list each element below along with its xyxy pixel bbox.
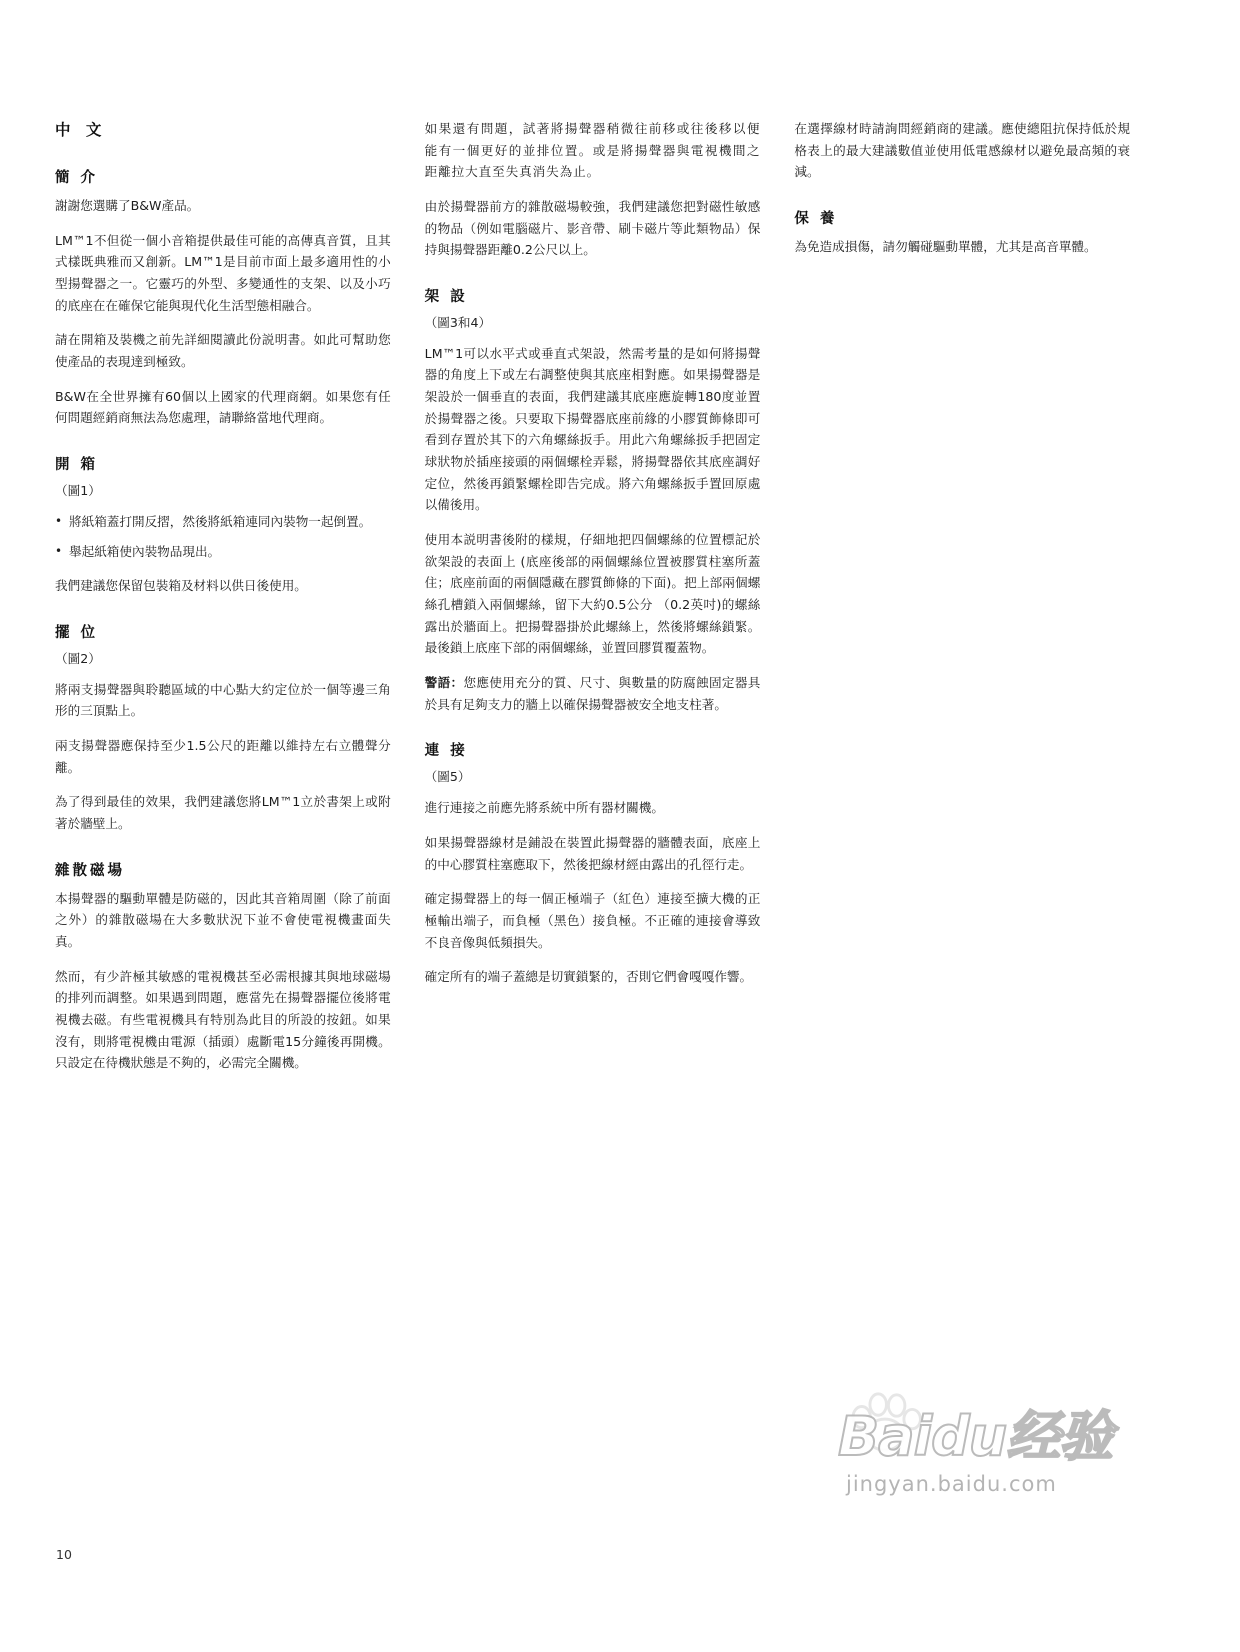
section-heading-unpacking: 開 箱 [55,456,99,473]
warning-text: 您應使用充分的質、尺寸、與數量的防腐蝕固定器具於具有足夠支力的牆上以確保揚聲器被安全地支柱著。 [424,675,761,712]
paragraph: 然而，有少許極其敏感的電視機甚至必需根據其與地球磁場的排列而調整。如果遇到問題，應當先在揚聲器擺位後將電視機去磁。有些電視機具有特別為此目的所設的按鈕。如果沒有，則將電視機由電源（插頭）處斷電15分鐘後再開機。只設定在待機狀態是不夠的，必需完全關機。 [55,968,391,1071]
paragraph: 由於揚聲器前方的雜散磁場較強，我們建議您把對磁性敏感的物品（例如電腦磁片、影音帶、刷卡磁片等此類物品）保持與揚聲器距離0.2公尺以上。 [424,198,761,258]
paragraph: 進行連接之前應先將系統中所有器材關機。 [424,800,664,816]
paragraph: 將兩支揚聲器與聆聽區域的中心點大約定位於一個等邊三角形的三頂點上。 [55,681,391,719]
paragraph: 謝謝您選購了B&W產品。 [55,198,200,213]
column-3 [794,118,1130,1087]
watermark-brand: Baidu经验 [838,1405,1113,1468]
paragraph: 我們建議您保留包裝箱及材料以供日後使用。 [55,578,307,594]
watermark [838,1380,1178,1520]
section-heading-stray-magnetic-field: 雜散磁場 [55,862,125,879]
section-heading-introduction: 簡 介 [55,170,99,186]
paragraph: LM™1不但從一個小音箱提供最佳可能的高傳真音質，且其式樣既典雅而又創新。LM™1是目前市面上最多適用性的小型揚聲器之一。它靈巧的外型、多變通性的支架、以及小巧的底座在在確保它能與現代化生活型態相融合。 [55,232,391,313]
language-heading: 中 文 [55,121,107,139]
section-heading-connections: 連 接 [424,743,468,760]
paragraph: 在選擇線材時請詢問經銷商的建議。應使總阻抗保持低於規格表上的最大建議數值並使用低電感線材以避免最高頻的衰減。 [794,121,1131,180]
section-heading-positioning: 擺 位 [55,624,99,641]
paragraph: 為了得到最佳的效果，我們建議您將LM™1立於書架上或附著於牆壁上。 [55,794,391,831]
paragraph: B&W在全世界擁有60個以上國家的代理商網。如果您有任何問題經銷商無法為您處理，請聯絡當地代理商。 [55,388,391,426]
figure-reference: （圖5） [424,769,471,785]
warning-label: 警語： [424,675,464,691]
paragraph: 確定揚聲器上的每一個正極端子（紅色）連接至擴大機的正極輸出端子，而負極（黑色）接負極。不正確的連接會導致不良音像與低頻損失。 [424,891,761,950]
column-1 [55,118,391,1087]
paragraph: 使用本説明書後附的樣規，仔細地把四個螺絲的位置標記於欲架設的表面上 (底座後部的兩個螺絲位置被膠質柱塞所蓋住；底座前面的兩個隱藏在膠質飾條的下面)。把上部兩個螺絲孔槽鎖入兩個螺絲，留下大約0.5公分 （0.2英吋)的螺絲露出於牆面上。把揚聲器掛於此螺絲上，然後將螺絲鎖緊。最後鎖上底座下部的兩個螺絲，並置回膠質覆蓋物。 [424,532,761,656]
paragraph: 兩支揚聲器應保持至少1.5公尺的距離以維持左右立體聲分離。 [55,737,391,775]
paragraph: 請在開箱及裝機之前先詳細閱讀此份説明書。如此可幫助您使產品的表現達到極致。 [55,332,391,369]
bullet-list [55,511,391,563]
section-heading-aftercare: 保 養 [794,210,838,227]
paragraph: 為免造成損傷，請勿觸碰驅動單體，尤其是高音單體。 [794,238,1097,254]
paragraph: 本揚聲器的驅動單體是防磁的，因此其音箱周圍（除了前面之外）的雜散磁場在大多數狀況下並不會使電視機畫面失真。 [55,890,391,949]
figure-reference: （圖2） [55,650,101,666]
warning-paragraph [425,672,761,715]
paw-icon [846,1390,924,1456]
watermark-url: jingyan.baidu.com [846,1472,1057,1496]
paragraph: 確定所有的端子蓋總是切實鎖緊的，否則它們會嘎嘎作響。 [424,969,753,985]
paragraph: 如果揚聲器線材是鋪設在裝置此揚聲器的牆體表面，底座上的中心膠質柱塞應取下，然後把線材經由露出的孔徑行走。 [424,834,761,872]
page-number: 10 [56,1547,72,1562]
page-columns [55,118,1130,1087]
list-item: • 舉起紙箱使內裝物品現出。 [55,541,391,563]
section-heading-mounting: 架 設 [424,288,468,305]
column-2 [425,118,761,1087]
figure-reference: （圖3和4） [424,314,492,330]
figure-reference: （圖1） [55,482,101,498]
paragraph: 如果還有問題，試著將揚聲器稍微往前移或往後移以便能有一個更好的並排位置。或是將揚聲器與電視機間之距離拉大直至失真消失為止。 [424,121,761,180]
list-item: • 將紙箱蓋打開反摺，然後將紙箱連同內裝物一起倒置。 [55,511,391,533]
paragraph: LM™1可以水平式或垂直式架設，然需考量的是如何將揚聲器的角度上下或左右調整使與其底座相對應。如果揚聲器是架設於一個垂直的表面，我們建議其底座應旋轉180度並置於揚聲器之後。只要取下揚聲器底座前緣的小膠質飾條即可看到存置於其下的六角螺絲扳手。用此六角螺絲扳手把固定球狀物於插座接頭的兩個螺栓弄鬆，將揚聲器依其底座調好定位，然後再鎖緊螺栓即告完成。將六角螺絲扳手置回原處以備後用。 [424,345,761,513]
